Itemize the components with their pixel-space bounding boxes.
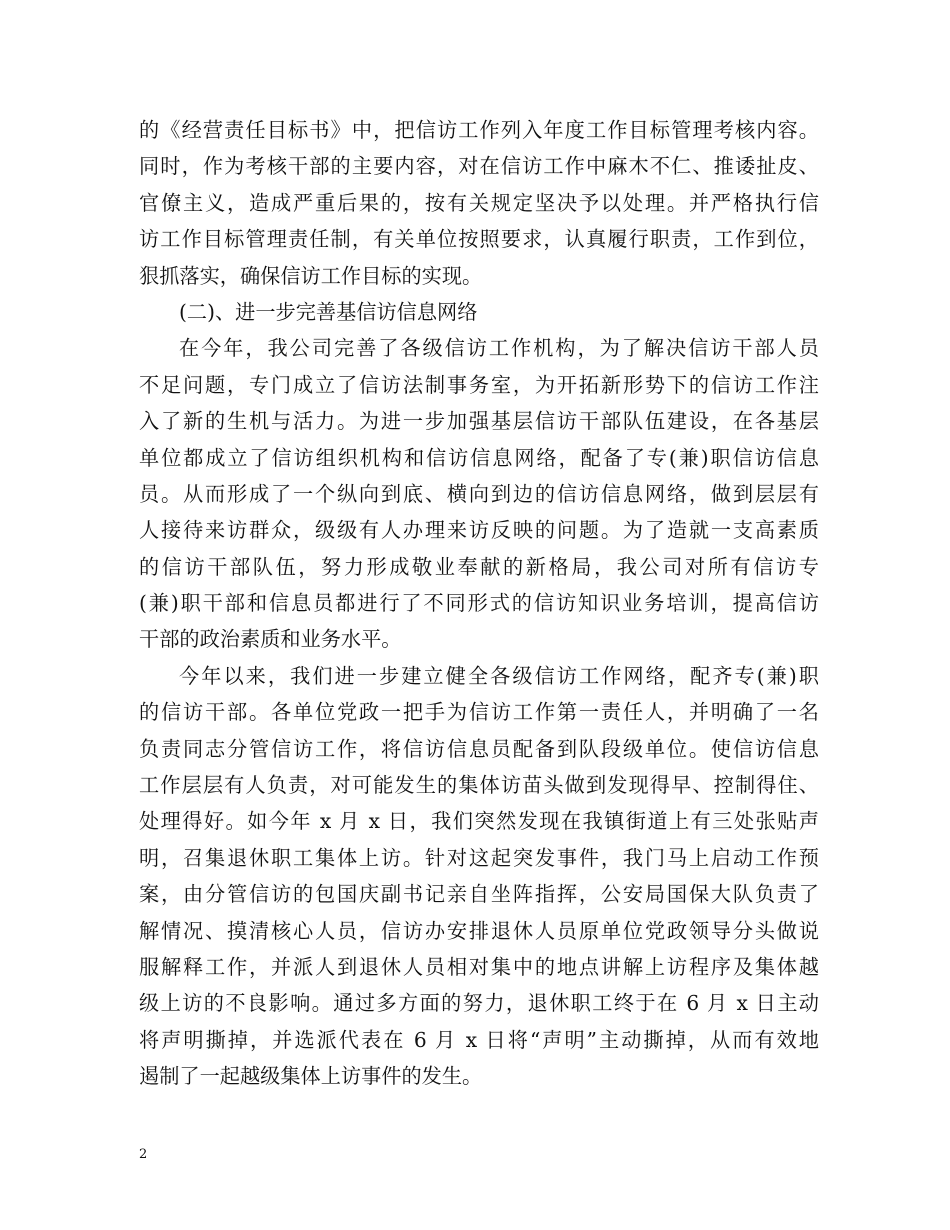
text-line: 访工作目标管理责任制，有关单位按照要求，认真履行职责，工作到位，	[139, 227, 819, 252]
text-line: (兼)职干部和信息员都进行了不同形式的信访知识业务培训，提高信访	[139, 591, 819, 616]
text-line: 的《经营责任目标书》中，把信访工作列入年度工作目标管理考核内容。	[139, 118, 819, 142]
text-line: 服解释工作，并派人到退休人员相对集中的地点讲解上访程序及集体越	[139, 954, 819, 979]
text-line: 将声明撕掉，并选派代表在 6 月 x 日将“声明”主动撕掉，从而有效地	[139, 1027, 819, 1052]
text-line: 官僚主义，造成严重后果的，按有关规定坚决予以处理。并严格执行信	[139, 190, 819, 215]
text-line: 在今年，我公司完善了各级信访工作机构，为了解决信访干部人员	[179, 336, 819, 361]
text-line: 解情况、摸清核心人员，信访办安排退休人员原单位党政领导分头做说	[139, 918, 819, 943]
text-line: 的信访干部。各单位党政一把手为信访工作第一责任人，并明确了一名	[139, 700, 819, 725]
text-line: 负责同志分管信访工作，将信访信息员配备到队段级单位。使信访信息	[139, 736, 819, 761]
text-line: 人接待来访群众，级级有人办理来访反映的问题。为了造就一支高素质	[139, 518, 819, 543]
text-line: 处理得好。如今年 x 月 x 日，我们突然发现在我镇街道上有三处张贴声	[139, 809, 819, 834]
text-line: 单位都成立了信访组织机构和信访信息网络，配备了专(兼)职信访信息	[139, 445, 819, 470]
text-line: 员。从而形成了一个纵向到底、横向到边的信访信息网络，做到层层有	[139, 481, 819, 506]
text-line: 遏制了一起越级集体上访事件的发生。	[139, 1064, 483, 1089]
text-line: 级上访的不良影响。通过多方面的努力，退休职工终于在 6 月 x 日主动	[139, 991, 819, 1016]
text-line: 不足问题，专门成立了信访法制事务室，为开拓新形势下的信访工作注	[139, 372, 819, 397]
document-body	[139, 112, 819, 1095]
text-line: 入了新的生机与活力。为进一步加强基层信访干部队伍建设，在各基层	[139, 409, 819, 434]
page-number: 2	[139, 1147, 148, 1162]
text-line: 明，召集退休职工集体上访。针对这起突发事件，我门马上启动工作预	[139, 845, 819, 870]
text-line: 的信访干部队伍，努力形成敬业奉献的新格局，我公司对所有信访专	[139, 554, 819, 579]
text-line: 案，由分管信访的包国庆副书记亲自坐阵指挥，公安局国保大队负责了	[139, 882, 819, 907]
text-line: 今年以来，我们进一步建立健全各级信访工作网络，配齐专(兼)职	[179, 663, 819, 688]
text-line: 狠抓落实，确保信访工作目标的实现。	[139, 263, 483, 288]
section-heading: (二)、进一步完善基信访信息网络	[179, 299, 478, 324]
text-line: 干部的政治素质和业务水平。	[139, 627, 402, 652]
text-line: 同时，作为考核干部的主要内容，对在信访工作中麻木不仁、推诿扯皮、	[139, 154, 819, 179]
text-line: 工作层层有人负责，对可能发生的集体访苗头做到发现得早、控制得住、	[139, 773, 819, 798]
